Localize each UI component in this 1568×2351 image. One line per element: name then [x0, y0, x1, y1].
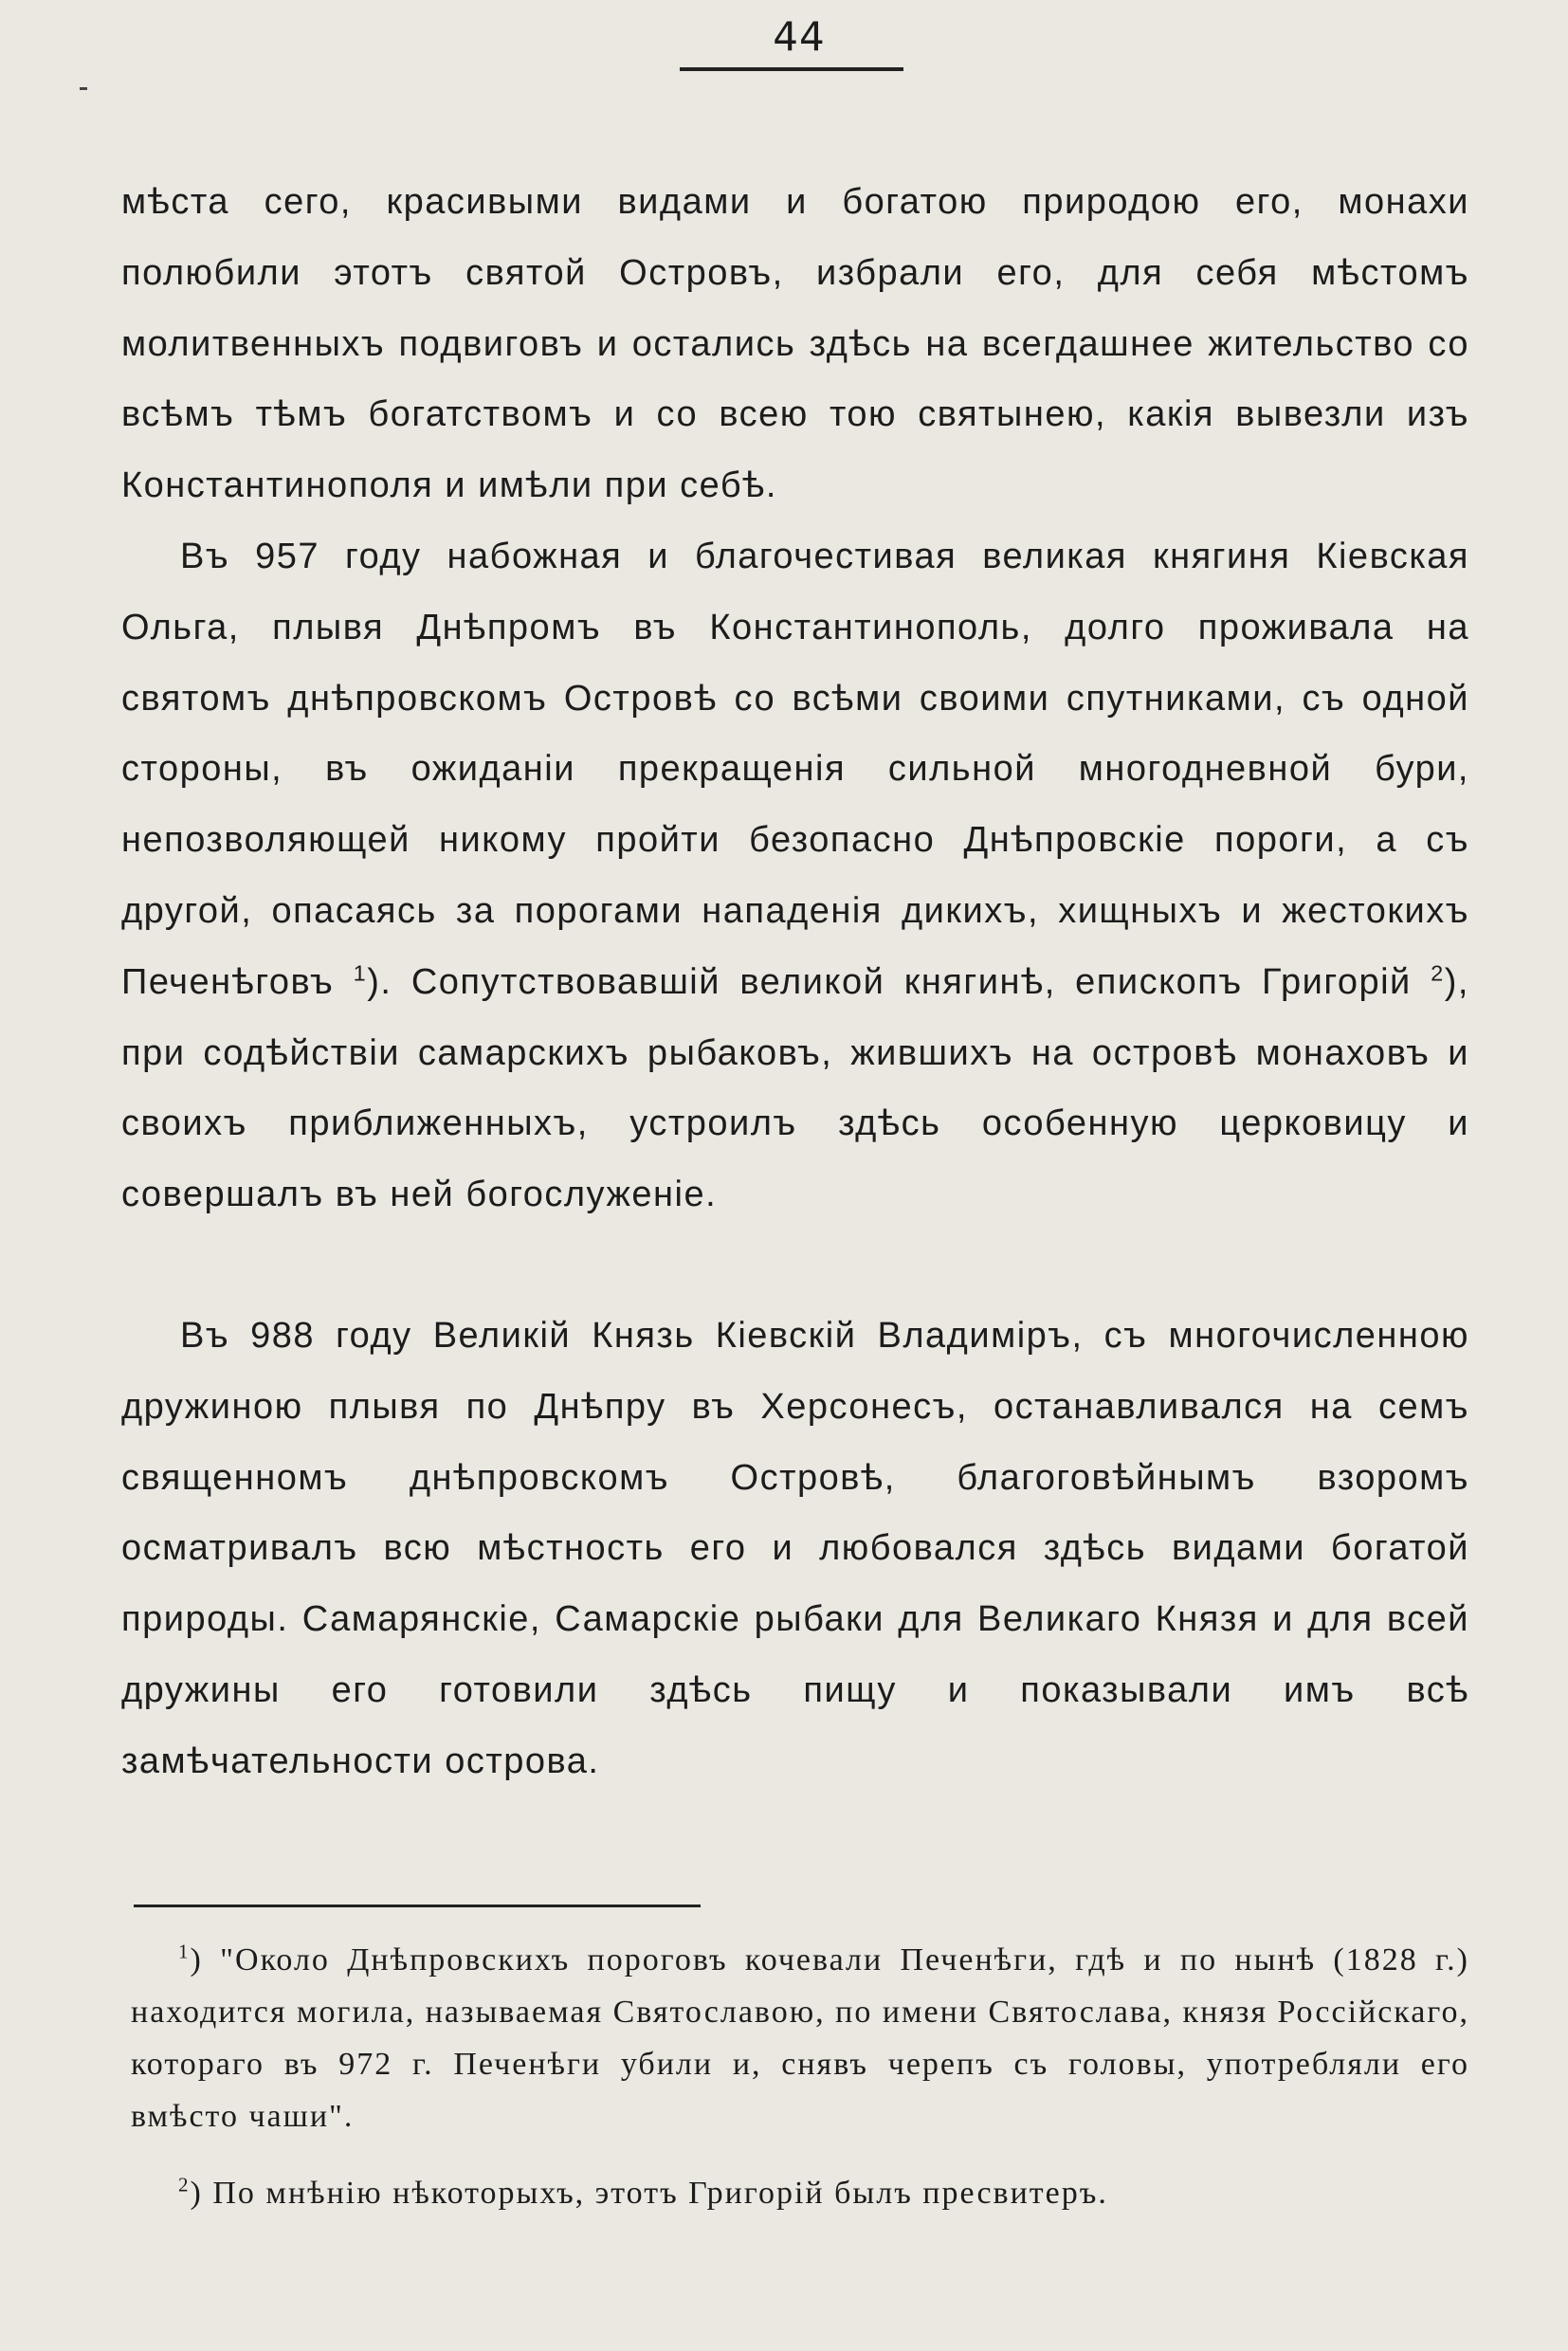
page-number-rule [680, 67, 903, 71]
footnote-ref-2: 2 [1431, 960, 1445, 986]
footnote-2-mark: 2 [178, 2173, 191, 2196]
page-number: 44 [773, 13, 826, 60]
paragraph-2-part-3: ), при содѣйствіи самарскихъ рыбаковъ, жившихъ на островѣ монаховъ и своихъ приближенныхъ, устроилъ здѣсь особенную церковицу и совершалъ въ ней богослуженіе. [121, 961, 1469, 1215]
paragraph-2-part-1: Въ 957 году набожная и благочестивая великая княгиня Кіевская Ольга, плывя Днѣпромъ въ Константинополь, долго проживала на святомъ днѣпровскомъ Островѣ со всѣми своими спутниками, съ одной стороны, въ ожиданіи прекращенія сильной многодневной бури, непозволяющей никому пройти безопасно Днѣпровскіе пороги, а съ другой, опасаясь за порогами нападенія дикихъ, хищныхъ и жестокихъ Печенѣговъ [121, 536, 1469, 1002]
footnote-1-text: ) "Около Днѣпровскихъ пороговъ кочевали Печенѣги, гдѣ и по нынѣ (1828 г.) находится могила, называемая Святославою, по имени Святослава, князя Россійскаго, котораго въ 972 г. Печенѣги убили и, снявъ черепъ съ головы, употребляли его вмѣсто чаши". [131, 1942, 1469, 2134]
footnote-1-mark: 1 [178, 1940, 191, 1963]
footnotes [131, 1934, 1469, 2219]
paragraph-2-part-2: ). Сопутствовавшій великой княгинѣ, епископъ Григорій [367, 961, 1431, 1002]
footnote-2 [131, 2167, 1469, 2219]
paragraph-1: мѣста сего, красивыми видами и богатою природою его, монахи полюбили этотъ святой Островъ, избрали его, для себя мѣстомъ молитвенныхъ подвиговъ и остались здѣсь на всегдашнее жительство со всѣмъ тѣмъ богатствомъ и со всею тою святынею, какія вывезли изъ Константинополя и имѣли при себѣ. [121, 182, 1469, 506]
footnote-ref-1: 1 [353, 960, 368, 986]
paragraph-2 [121, 521, 1469, 1230]
main-text [121, 167, 1469, 1797]
margin-mark [80, 87, 87, 90]
paragraph-3: Въ 988 году Великій Князь Кіевскій Владиміръ, съ многочисленною дружиною плывя по Днѣпру въ Херсонесъ, останавливался на семъ священномъ днѣпровскомъ Островѣ, благоговѣйнымъ взоромъ осматривалъ всю мѣстность его и любовался здѣсь видами богатой природы. Самарянскіе, Самарскіе рыбаки для Великаго Князя и для всей дружины его готовили здѣсь пищу и показывали имъ всѣ замѣчательности острова. [121, 1315, 1469, 1781]
footnote-separator [134, 1904, 701, 1907]
footnote-2-text: ) По мнѣнію нѣкоторыхъ, этотъ Григорій былъ пресвитеръ. [190, 2176, 1108, 2211]
footnote-1 [131, 1934, 1469, 2142]
